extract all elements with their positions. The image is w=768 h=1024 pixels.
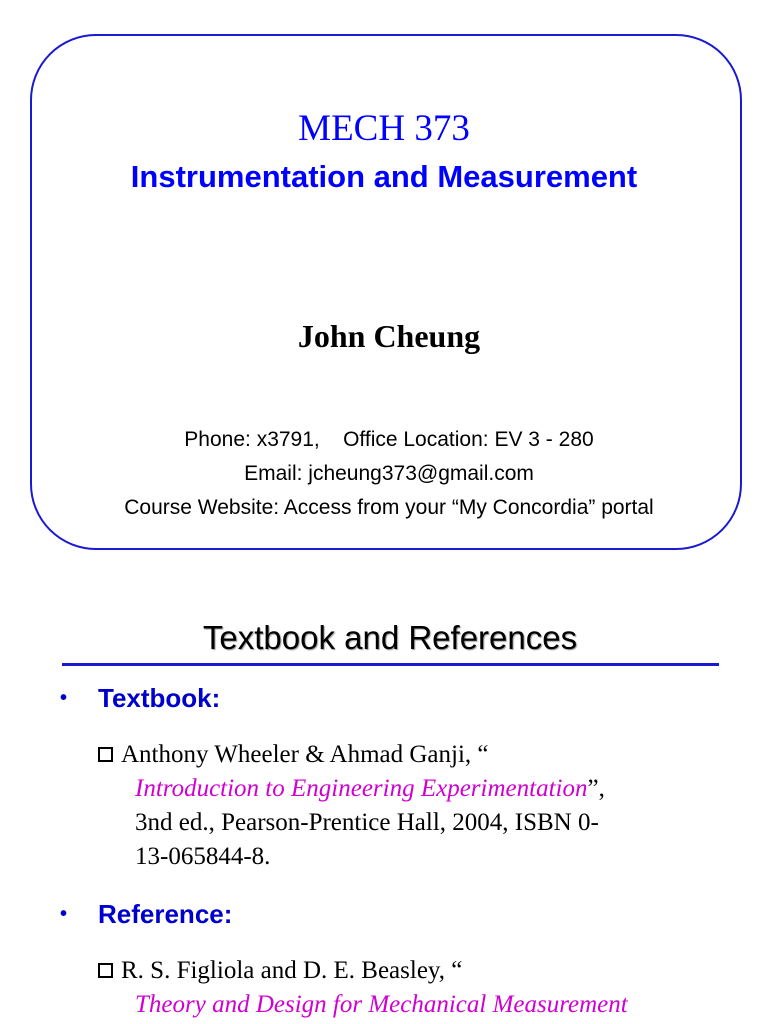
textbook-details-2: 13-065844-8. [135,843,271,870]
textbook-details-1: 3nd ed., Pearson-Prentice Hall, 2004, ISBN 0- [135,809,599,836]
email-line: Email: jcheung373@gmail.com [244,462,534,485]
instructor-name: John Cheung [297,318,481,354]
reference-heading-label: Reference: [98,899,233,929]
textbook-heading [60,681,220,715]
hollow-square-bullet-icon [98,963,113,978]
textbook-entry [98,738,738,874]
textbook-title-close: ”, [587,775,605,802]
reference-heading [60,897,232,931]
round-bullet-icon: • [60,687,68,709]
hollow-square-bullet-icon [98,747,113,762]
reference-entry [98,954,738,1022]
phone-office-line: Phone: x3791, Office Location: EV 3 - 280 [184,428,594,451]
textbook-authors: Anthony Wheeler & Ahmad Ganji, “ [121,741,489,768]
course-title: Instrumentation and Measurement [130,159,638,194]
title-divider [62,663,719,666]
textbook-title: Introduction to Engineering Experimentation [135,775,588,802]
section-title: Textbook and References [202,619,578,656]
round-bullet-icon: • [60,903,68,925]
course-code: MECH 373 [298,108,470,149]
course-website-line: Course Website: Access from your “My Concordia” portal [124,496,654,519]
textbook-heading-label: Textbook: [98,683,221,713]
reference-title: Theory and Design for Mechanical Measurement [135,991,628,1018]
reference-authors: R. S. Figliola and D. E. Beasley, “ [121,957,463,984]
